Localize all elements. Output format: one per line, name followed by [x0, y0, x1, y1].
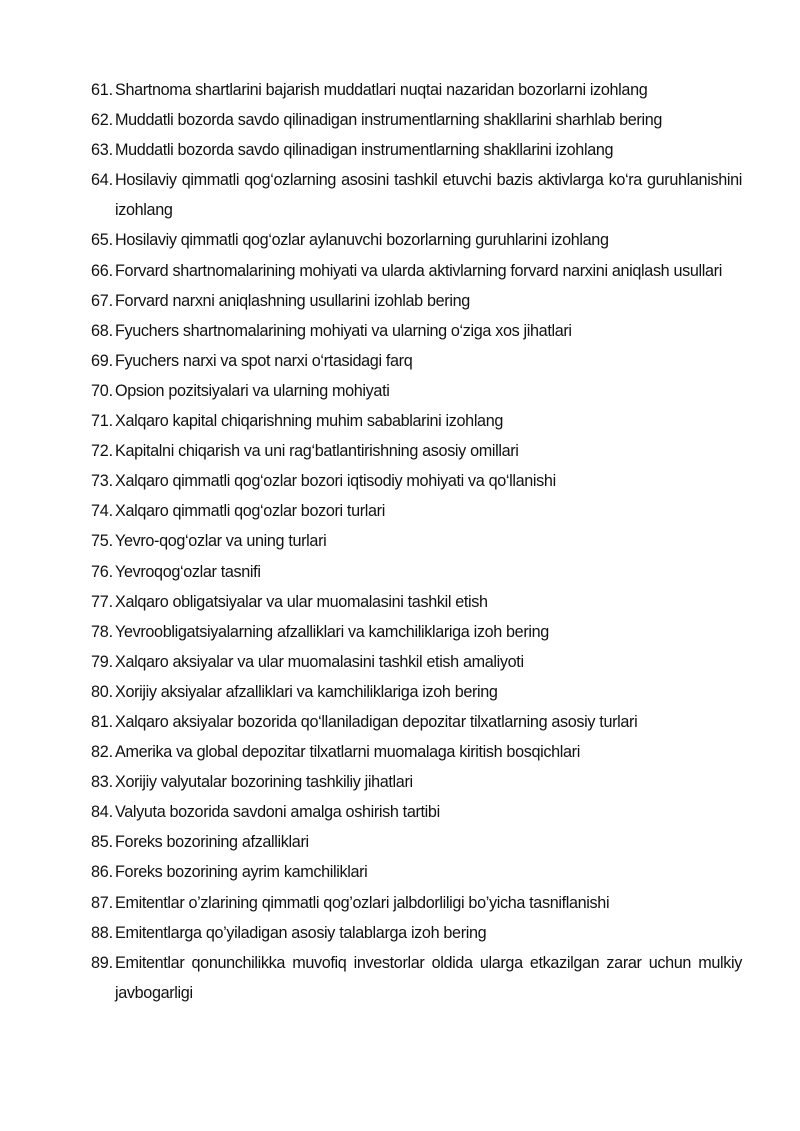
question-number: 70. — [91, 381, 113, 400]
question-item — [91, 797, 742, 827]
question-text: Forvard shartnomalarining mohiyati va ularda aktivlarning forvard narxini aniqlash usullari — [115, 261, 722, 280]
question-number: 63. — [91, 141, 113, 160]
question-number: 88. — [91, 923, 113, 942]
question-text: Yevroobligatsiyalarning afzalliklari va kamchiliklariga izoh bering — [115, 622, 549, 641]
question-item — [91, 466, 742, 496]
question-item — [91, 105, 742, 135]
question-number: 73. — [91, 472, 113, 491]
question-number: 74. — [91, 502, 113, 521]
question-text: Emitentlar qonunchilikka muvofiq investorlar oldida ularga etkazilgan zarar uchun mulkiy javbogarligi — [115, 953, 742, 1002]
question-text: Xorijiy aksiyalar afzalliklari va kamchiliklariga izoh bering — [115, 682, 498, 701]
question-text: Muddatli bozorda savdo qilinadigan instrumentlarning shakllarini izohlang — [115, 141, 614, 160]
question-item — [91, 526, 742, 556]
question-number: 81. — [91, 712, 113, 731]
question-number: 79. — [91, 652, 113, 671]
question-text: Xalqaro aksiyalar va ular muomalasini tashkil etish amaliyoti — [115, 652, 524, 671]
question-item — [91, 496, 742, 526]
question-text: Opsion pozitsiyalari va ularning mohiyati — [115, 381, 390, 400]
question-text: Emitentlarga qo’yiladigan asosiy talablarga izoh bering — [115, 923, 487, 942]
question-text: Amerika va global depozitar tilxatlarni muomalaga kiritish bosqichlari — [115, 743, 580, 762]
question-item — [91, 135, 742, 165]
question-item — [91, 165, 742, 225]
question-item — [91, 918, 742, 948]
question-list — [91, 75, 742, 1008]
question-item — [91, 346, 742, 376]
question-number: 66. — [91, 261, 113, 280]
question-text: Yevro-qog‘ozlar va uning turlari — [115, 532, 327, 551]
question-item — [91, 677, 742, 707]
question-item — [91, 948, 742, 1008]
question-text: Xalqaro qimmatli qog‘ozlar bozori iqtisodiy mohiyati va qo‘llanishi — [115, 472, 556, 491]
question-text: Foreks bozorining ayrim kamchiliklari — [115, 863, 368, 882]
question-text: Xalqaro obligatsiyalar va ular muomalasini tashkil etish — [115, 592, 488, 611]
question-item — [91, 707, 742, 737]
question-item — [91, 286, 742, 316]
question-number: 64. — [91, 171, 113, 190]
question-number: 61. — [91, 81, 113, 99]
question-text: Emitentlar o’zlarining qimmatli qog’ozlari jalbdorliligi bo’yicha tasniflanishi — [115, 893, 610, 912]
question-item — [91, 737, 742, 767]
question-item — [91, 587, 742, 617]
question-text: Muddatli bozorda savdo qilinadigan instrumentlarning shakllarini sharhlab bering — [115, 111, 662, 130]
question-item — [91, 557, 742, 587]
question-text: Shartnoma shartlarini bajarish muddatlari nuqtai nazaridan bozorlarni izohlang — [115, 81, 648, 99]
question-text: Xorijiy valyutalar bozorining tashkiliy jihatlari — [115, 773, 413, 792]
question-number: 75. — [91, 532, 113, 551]
question-text: Xalqaro aksiyalar bozorida qo‘llaniladigan depozitar tilxatlarning asosiy turlari — [115, 712, 638, 731]
question-item — [91, 376, 742, 406]
question-number: 86. — [91, 863, 113, 882]
question-number: 87. — [91, 893, 113, 912]
question-item — [91, 617, 742, 647]
question-number: 83. — [91, 773, 113, 792]
question-number: 85. — [91, 833, 113, 852]
question-number: 62. — [91, 111, 113, 130]
question-number: 69. — [91, 351, 113, 370]
question-number: 89. — [91, 953, 113, 972]
question-item — [91, 75, 742, 105]
question-item — [91, 857, 742, 887]
question-item — [91, 436, 742, 466]
question-number: 67. — [91, 291, 113, 310]
question-number: 84. — [91, 803, 113, 822]
question-number: 72. — [91, 442, 113, 461]
question-item — [91, 225, 742, 255]
question-item — [91, 256, 742, 286]
question-number: 71. — [91, 412, 113, 431]
question-number: 65. — [91, 231, 113, 250]
question-number: 68. — [91, 321, 113, 340]
question-text: Yevroqog‘ozlar tasnifi — [115, 562, 261, 581]
question-number: 77. — [91, 592, 113, 611]
question-text: Valyuta bozorida savdoni amalga oshirish tartibi — [115, 803, 440, 822]
question-text: Xalqaro kapital chiqarishning muhim sabablarini izohlang — [115, 412, 504, 431]
question-text: Hosilaviy qimmatli qog‘ozlarning asosini tashkil etuvchi bazis aktivlarga ko‘ra guruhlanishini izohlang — [115, 171, 742, 220]
question-text: Fyuchers narxi va spot narxi o‘rtasidagi farq — [115, 351, 413, 370]
question-number: 76. — [91, 562, 113, 581]
question-text: Fyuchers shartnomalarining mohiyati va ularning o‘ziga xos jihatlari — [115, 321, 572, 340]
question-text: Forvard narxni aniqlashning usullarini izohlab bering — [115, 291, 470, 310]
question-text: Xalqaro qimmatli qog‘ozlar bozori turlari — [115, 502, 385, 521]
question-item — [91, 316, 742, 346]
question-text: Kapitalni chiqarish va uni rag‘batlantirishning asosiy omillari — [115, 442, 519, 461]
question-text: Foreks bozorining afzalliklari — [115, 833, 309, 852]
question-item — [91, 888, 742, 918]
question-text: Hosilaviy qimmatli qog‘ozlar aylanuvchi bozorlarning guruhlarini izohlang — [115, 231, 609, 250]
question-item — [91, 647, 742, 677]
question-item — [91, 406, 742, 436]
question-number: 80. — [91, 682, 113, 701]
question-item — [91, 767, 742, 797]
question-number: 78. — [91, 622, 113, 641]
question-number: 82. — [91, 743, 113, 762]
question-item — [91, 827, 742, 857]
